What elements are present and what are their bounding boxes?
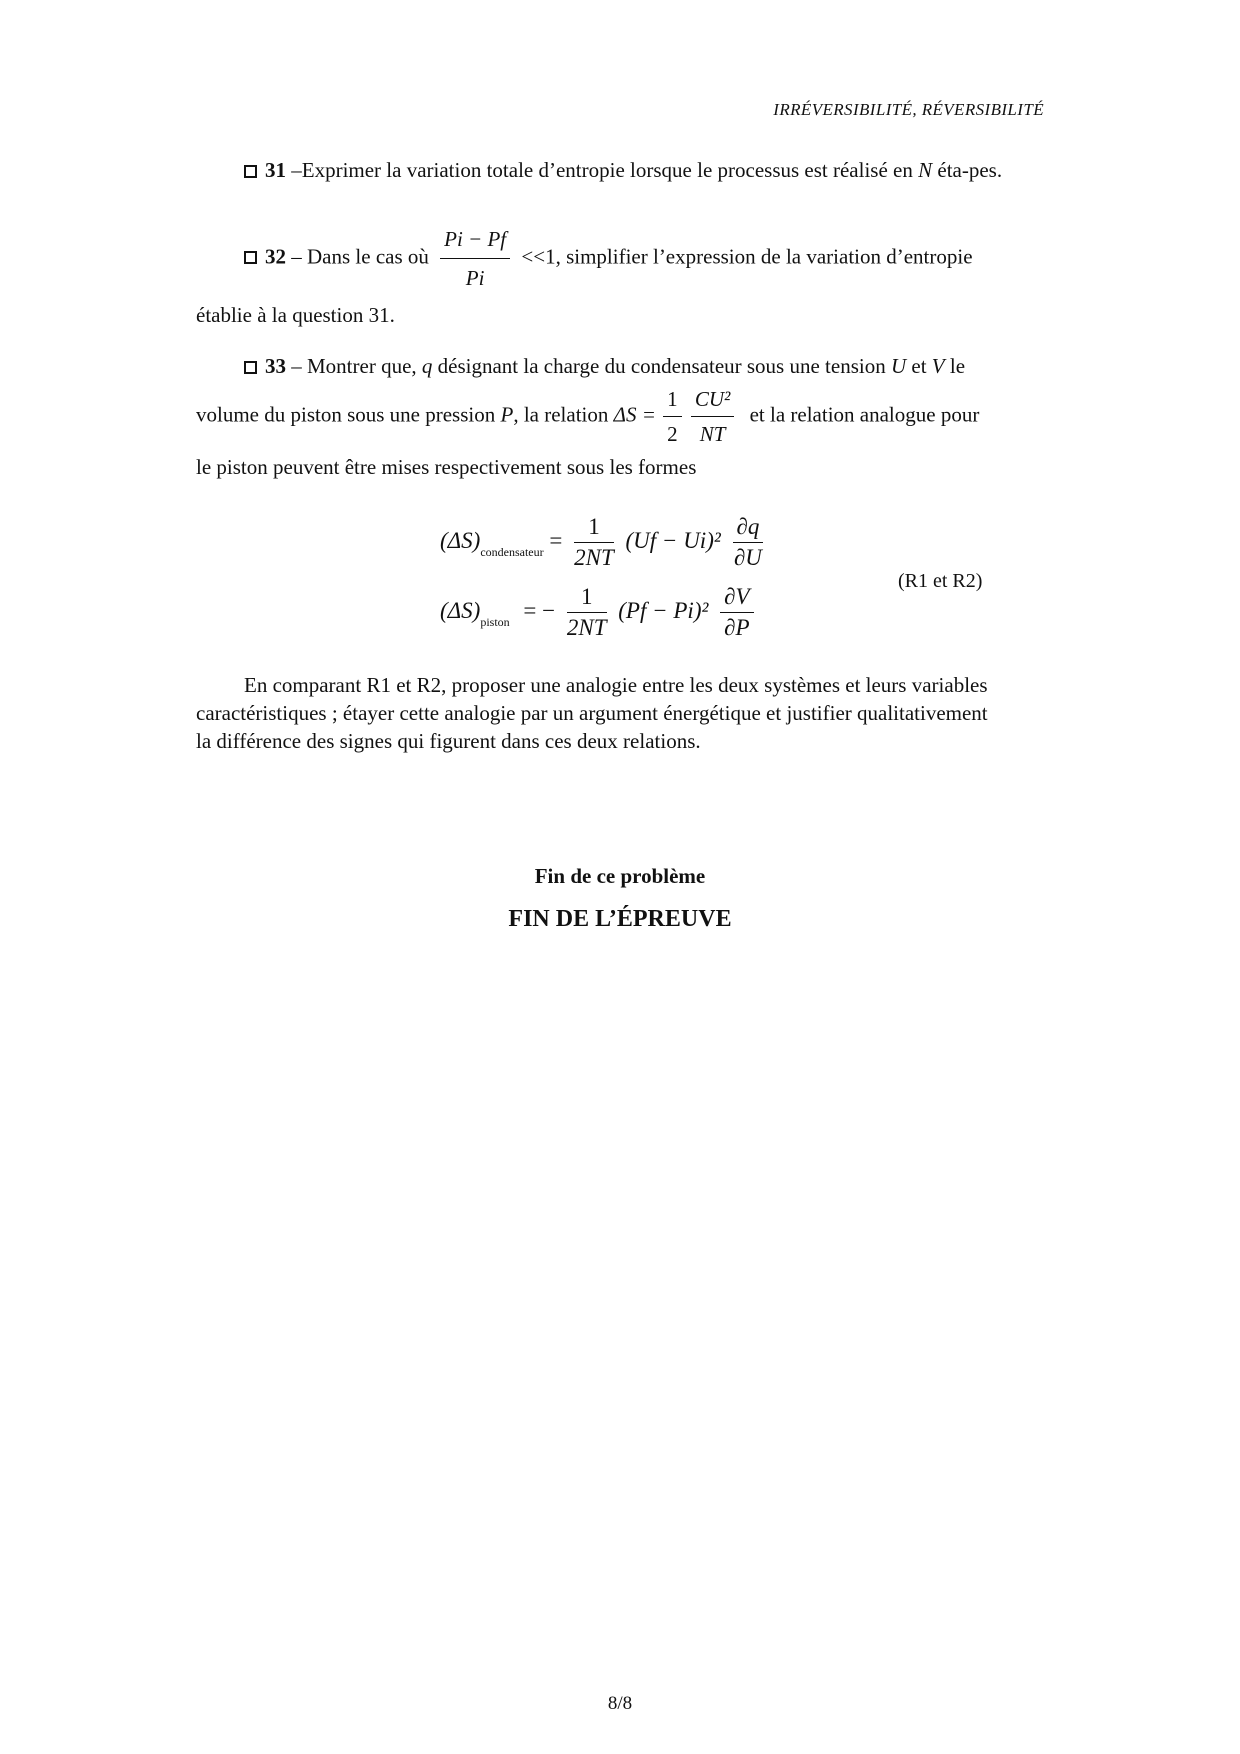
comparison-line1: En comparant R1 et R2, proposer une analogie entre les deux systèmes et leurs variables: [244, 673, 988, 697]
question-text: –Exprimer la variation totale d’entropie lorsque le processus est réalisé en: [291, 158, 913, 182]
equals-minus-sign: = −: [523, 597, 556, 623]
var-n: N: [918, 158, 933, 182]
question-lead: – Dans le cas où: [291, 244, 429, 269]
equation-r2: [440, 584, 760, 641]
equals-sign: =: [549, 527, 563, 553]
fraction-denominator: ∂P: [724, 615, 750, 640]
fraction-denominator: NT: [699, 422, 726, 446]
question-after: <<1, simplifier l’expression de la variation d’entropie: [521, 244, 973, 269]
fraction-denominator: 2NT: [566, 615, 607, 640]
delta-s-lhs: (ΔS): [440, 597, 481, 623]
checkbox-icon: [244, 361, 257, 374]
pressure-ratio-fraction: [440, 222, 510, 295]
comparison-paragraph: [196, 671, 1056, 755]
subscript-piston: piston: [480, 614, 510, 629]
equation-label: (R1 et R2): [898, 570, 983, 592]
question-number: 31: [265, 158, 286, 182]
fraction-denominator: Pi: [465, 266, 485, 290]
question-32: [196, 222, 1056, 329]
line2-text-a: volume du piston sous une pression: [196, 402, 496, 427]
checkbox-icon: [244, 165, 257, 178]
end-of-problem: Fin de ce problème: [534, 864, 706, 888]
question-32-line2: établie à la question 31.: [196, 303, 395, 327]
word-et: et: [911, 354, 927, 378]
question-mid: désignant la charge du condensateur sous une tension: [437, 354, 886, 378]
question-31-line1: [196, 156, 1056, 184]
delta-s-lhs: (ΔS): [440, 527, 481, 553]
var-p: P: [500, 402, 514, 427]
fraction-numerator: Pi − Pf: [440, 222, 510, 259]
fraction-numerator: ∂V: [720, 584, 753, 613]
page-number: 8/8: [607, 1693, 633, 1714]
question-33: [196, 352, 1056, 481]
question-number: 33: [265, 354, 286, 378]
cu2-over-nt-fraction: [691, 384, 734, 449]
question-33-line1: [196, 352, 1056, 380]
comparison-line2: caractéristiques ; étayer cette analogie par un argument énergétique et justifier qualitativement: [196, 701, 988, 725]
checkbox-icon: [244, 251, 257, 264]
end-of-exam: FIN DE L’ÉPREUVE: [508, 906, 732, 932]
fraction-numerator: 1: [663, 384, 682, 417]
equation-r1: [440, 514, 769, 571]
var-v: V: [931, 354, 945, 378]
one-over-2nt-fraction: [574, 514, 614, 571]
fraction-numerator: 1: [574, 514, 614, 543]
fraction-denominator: ∂U: [733, 545, 762, 570]
line2-text-c: et la relation analogue pour: [749, 402, 980, 427]
question-32-line1: [196, 222, 1056, 295]
running-header: IRRÉVERSIBILITÉ, RÉVERSIBILITÉ: [773, 100, 1044, 119]
fraction-denominator: 2: [667, 422, 678, 446]
comparison-line3: la différence des signes qui figurent dans ces deux relations.: [196, 729, 701, 753]
question-number: 32: [265, 244, 286, 269]
entropy-relation: ΔS =: [613, 402, 656, 427]
question-33-line2: [196, 384, 1056, 449]
voltage-difference-squared: (Uf − Ui)²: [625, 527, 721, 553]
question-lead: – Montrer que,: [291, 354, 417, 378]
fraction-denominator: 2NT: [574, 545, 614, 570]
one-over-2nt-fraction: [567, 584, 607, 641]
half-fraction: [663, 384, 682, 449]
dv-dp-derivative: [720, 584, 753, 641]
pressure-difference-squared: (Pf − Pi)²: [618, 597, 709, 623]
var-u: U: [890, 354, 907, 378]
fraction-numerator: CU²: [691, 384, 734, 417]
fraction-numerator: ∂q: [733, 514, 764, 543]
dq-du-derivative: [733, 514, 764, 571]
question-33-line3: le piston peuvent être mises respectivement sous les formes: [196, 455, 697, 479]
question-31: [196, 156, 1056, 184]
line2-text-b: , la relation: [513, 402, 609, 427]
question-tail: éta-pes.: [937, 158, 1003, 182]
word-le: le: [949, 354, 966, 378]
subscript-condensateur: condensateur: [480, 544, 544, 559]
var-q: q: [421, 354, 433, 378]
fraction-numerator: 1: [567, 584, 607, 613]
